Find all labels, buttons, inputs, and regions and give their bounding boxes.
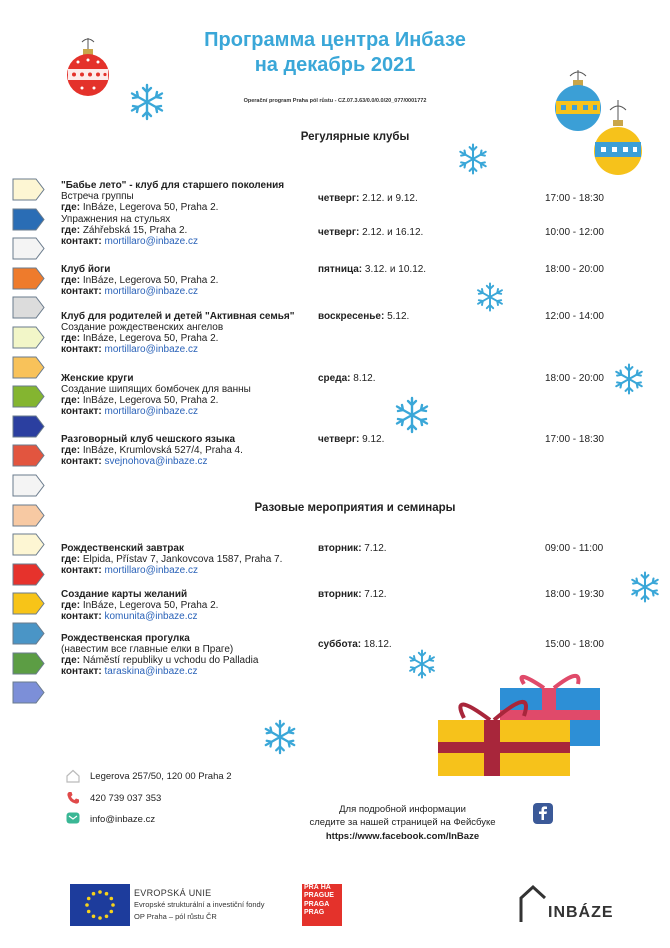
event-3-time: 18:00 - 20:00 — [545, 264, 604, 275]
eu-flag-icon — [70, 884, 130, 926]
eu-title: EVROPSKÁ UNIE — [134, 888, 212, 898]
prague-logo-text: PRAGUE — [304, 892, 334, 900]
side-tab — [12, 681, 45, 704]
inbaze-house-icon — [518, 884, 548, 924]
event-9 — [61, 633, 321, 677]
event-where: InBáze, Legerova 50, Praha 2. — [82, 202, 219, 213]
side-tab — [12, 563, 45, 586]
event-title: Клуб йоги — [61, 264, 111, 275]
event-title: Женские круги — [61, 373, 134, 384]
event-where: InBáze, Legerova 50, Praha 2. — [82, 600, 219, 611]
snowflake-icon — [392, 395, 432, 435]
event-8 — [61, 589, 321, 622]
day-label: среда: — [318, 373, 351, 384]
contact-label: контакт: — [61, 236, 102, 247]
event-8-day — [318, 589, 387, 600]
event-1-day — [318, 193, 418, 204]
event-title: Разговорный клуб чешского языка — [61, 434, 236, 445]
side-tab — [12, 178, 45, 201]
side-tab — [12, 592, 45, 615]
day-label: четверг: — [318, 227, 360, 238]
where-label: где: — [61, 202, 81, 213]
event-1 — [61, 180, 321, 213]
eu-star — [92, 892, 96, 896]
side-tab — [12, 622, 45, 645]
side-tab — [12, 474, 45, 497]
inbaze-brand: INBÁZE — [548, 904, 614, 921]
event-desc: Встреча группы — [61, 191, 134, 202]
eu-star — [105, 892, 109, 896]
contact-label: контакт: — [61, 611, 102, 622]
contact-label: контакт: — [61, 456, 102, 467]
where-label: где: — [61, 655, 81, 666]
footer-address: Legerova 257/50, 120 00 Praha 2 — [90, 771, 232, 782]
event-3-day — [318, 264, 426, 275]
eu-op-praha: OP Praha – pól růstu ČR — [134, 912, 217, 921]
day-value: 2.12. и 16.12. — [359, 227, 424, 238]
side-tab — [12, 267, 45, 290]
event-8-time: 18:00 - 19:30 — [545, 589, 604, 600]
event-where: InBáze, Krumlovská 527/4, Praha 4. — [82, 445, 243, 456]
eu-star — [98, 916, 102, 920]
event-contact-link[interactable]: mortillaro@inbaze.cz — [104, 344, 199, 355]
page-title-line1: Программа центра Инбазе — [204, 29, 466, 51]
day-value: 3.12. и 10.12. — [362, 264, 427, 275]
side-tab — [12, 208, 45, 231]
side-tab — [12, 356, 45, 379]
day-label: вторник: — [318, 589, 362, 600]
event-4-day — [318, 311, 409, 322]
event-contact-link[interactable]: mortillaro@inbaze.cz — [104, 406, 199, 417]
day-value: 7.12. — [361, 589, 387, 600]
event-4-time: 12:00 - 14:00 — [545, 311, 604, 322]
eu-star — [87, 897, 91, 901]
phone-icon — [66, 791, 80, 805]
contact-label: контакт: — [61, 666, 102, 677]
event-contact-link[interactable]: mortillaro@inbaze.cz — [104, 565, 199, 576]
day-label: вторник: — [318, 543, 362, 554]
day-value: 7.12. — [361, 543, 387, 554]
event-title: Рождественский завтрак — [61, 543, 184, 554]
email-icon — [66, 811, 80, 825]
event-where: Náměstí republiky u vchodu do Palladia — [82, 655, 259, 666]
event-where: Elpida, Přístav 7, Jankovcova 1587, Praha 7. — [82, 554, 283, 565]
event-9-day — [318, 639, 392, 650]
page-title-line2: на декабрь 2021 — [254, 54, 416, 76]
where-label: где: — [61, 445, 81, 456]
event-contact-link[interactable]: mortillaro@inbaze.cz — [104, 236, 199, 247]
prague-logo-text: HA — [320, 884, 331, 891]
fb-url-link[interactable]: https://www.facebook.com/InBaze — [325, 831, 480, 842]
day-label: четверг: — [318, 434, 360, 445]
contact-label: контакт: — [61, 344, 102, 355]
event-title: Создание карты желаний — [61, 589, 188, 600]
event-title: Клуб для родителей и детей "Активная семья" — [61, 311, 295, 322]
event-desc: (навестим все главные елки в Праге) — [61, 644, 234, 655]
snowflake-icon — [261, 718, 299, 756]
facebook-icon[interactable] — [533, 803, 553, 824]
prague-logo-text: PRAGA — [304, 900, 330, 908]
eu-star — [111, 903, 115, 907]
prague-logo — [302, 884, 342, 926]
event-desc: Создание рождественских ангелов — [61, 322, 224, 333]
event-5-time: 18:00 - 20:00 — [545, 373, 604, 384]
event-7-day — [318, 543, 387, 554]
event-7-time: 09:00 - 11:00 — [545, 543, 604, 554]
event-6-day — [318, 434, 384, 445]
event-desc: Упражнения на стульях — [61, 214, 171, 225]
event-title: Рождественская прогулка — [61, 633, 190, 644]
section-regular-title: Регулярные клубы — [300, 131, 410, 143]
event-1-time: 17:00 - 18:30 — [545, 193, 604, 204]
event-title: "Бабье лето" - клуб для старшего поколения — [61, 180, 285, 191]
day-value: 18.12. — [361, 639, 392, 650]
gift-boxes-icon — [432, 672, 612, 778]
prague-logo-text: PRA — [304, 884, 319, 891]
day-value: 8.12. — [350, 373, 376, 384]
day-label: четверг: — [318, 193, 360, 204]
day-label: суббота: — [318, 639, 362, 650]
eu-star — [85, 903, 89, 907]
event-4 — [61, 311, 321, 355]
eu-star — [92, 915, 96, 919]
event-2-day — [318, 227, 423, 238]
event-contact-link[interactable]: mortillaro@inbaze.cz — [104, 286, 199, 297]
side-tab — [12, 237, 45, 260]
eu-star — [98, 890, 102, 894]
event-where: InBáze, Legerova 50, Praha 2. — [82, 395, 219, 406]
event-desc: Создание шипящих бомбочек для ванны — [61, 384, 251, 395]
eu-star — [110, 897, 114, 901]
contact-label: контакт: — [61, 286, 102, 297]
day-value: 9.12. — [359, 434, 385, 445]
fb-info-line2: следите за нашей страницей на Фейсбуке — [309, 817, 496, 828]
side-tab — [12, 444, 45, 467]
prague-logo-text: PRAG — [304, 909, 325, 917]
eu-funds: Evropské strukturální a investiční fondy — [134, 900, 265, 909]
side-tab — [12, 296, 45, 319]
fb-info-line1: Для подробной информации — [339, 804, 466, 815]
snowflake-icon — [474, 281, 506, 313]
event-5 — [61, 373, 321, 417]
day-label: воскресенье: — [318, 311, 385, 322]
contact-label: контакт: — [61, 565, 102, 576]
side-tab — [12, 652, 45, 675]
event-contact-link[interactable]: komunita@inbaze.cz — [104, 611, 198, 622]
where-label: где: — [61, 275, 81, 286]
snowflake-icon — [628, 570, 662, 604]
side-tab — [12, 415, 45, 438]
program-code: Operační program Praha pól růstu - CZ.07.3.63/0.0/0.0/20_077/0001772 — [243, 98, 427, 104]
day-label: пятница: — [318, 264, 363, 275]
event-3 — [61, 264, 321, 297]
footer-email[interactable]: info@inbaze.cz — [90, 814, 156, 825]
contact-label: контакт: — [61, 406, 102, 417]
eu-star — [110, 910, 114, 914]
where-label: где: — [61, 333, 81, 344]
event-7 — [61, 543, 321, 576]
event-where: InBáze, Legerova 50, Praha 2. — [82, 275, 219, 286]
event-contact-link[interactable]: taraskina@inbaze.cz — [104, 666, 198, 677]
eu-star — [87, 910, 91, 914]
day-value: 2.12. и 9.12. — [359, 193, 418, 204]
event-contact-link[interactable]: svejnohova@inbaze.cz — [104, 456, 208, 467]
event-9-time: 15:00 - 18:00 — [545, 639, 604, 650]
where-label: где: — [61, 600, 81, 611]
event-5-day — [318, 373, 376, 384]
where-label: где: — [61, 395, 81, 406]
footer-phone[interactable]: 420 739 037 353 — [90, 793, 162, 804]
section-oneoff-title: Разовые мероприятия и семинары — [254, 502, 456, 514]
event-2 — [61, 214, 321, 247]
event-2-time: 10:00 - 12:00 — [545, 227, 604, 238]
event-where: InBáze, Legerova 50, Praha 2. — [82, 333, 219, 344]
snowflake-icon — [612, 362, 646, 396]
side-tab — [12, 533, 45, 556]
day-value: 5.12. — [384, 311, 410, 322]
side-tab — [12, 326, 45, 349]
snowflake-icon — [456, 142, 490, 176]
event-where: Záhřebská 15, Praha 2. — [82, 225, 188, 236]
home-icon — [66, 769, 80, 783]
eu-star — [105, 915, 109, 919]
side-tab — [12, 385, 45, 408]
where-label: где: — [61, 225, 81, 236]
event-6 — [61, 434, 321, 467]
where-label: где: — [61, 554, 81, 565]
event-6-time: 17:00 - 18:30 — [545, 434, 604, 445]
